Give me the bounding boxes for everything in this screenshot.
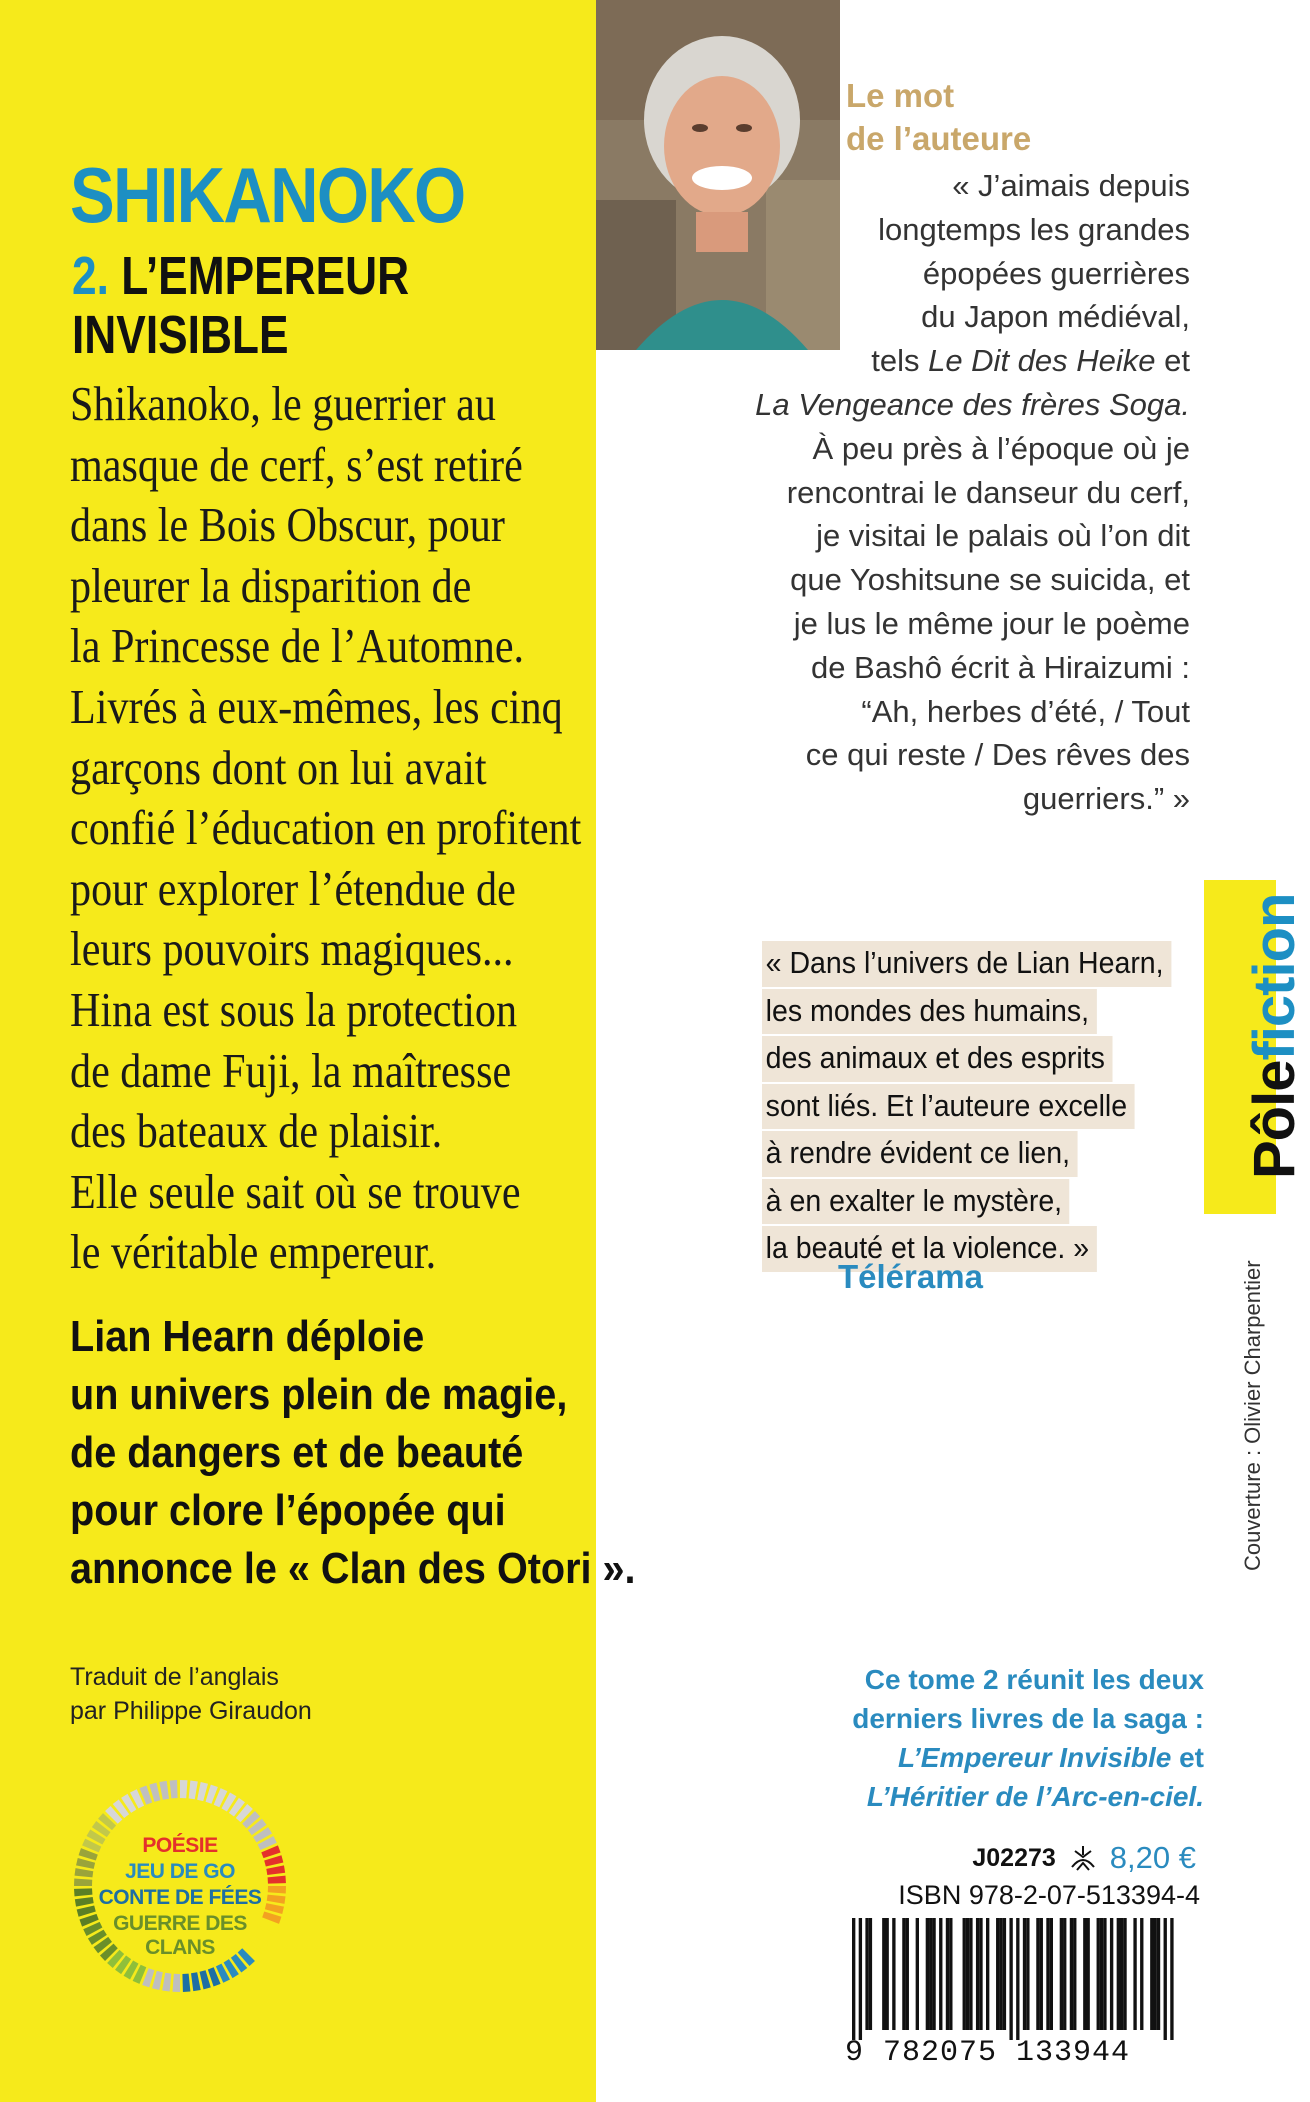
author-quote-line: de Bashô écrit à Hiraizumi :: [810, 649, 1190, 685]
volume-title-text: L’EMPEREUR: [121, 246, 410, 306]
barcode-bar: [1009, 1918, 1012, 2040]
barcode-bar: [1164, 1918, 1167, 2040]
tome-note-line: [852, 1738, 1204, 1777]
author-note-heading: [846, 74, 1031, 160]
barcode-bar: [932, 1918, 935, 2030]
reader-age-icon: [1068, 1843, 1098, 1873]
barcode-bar: [1120, 1918, 1123, 2030]
book-title-soga: La Vengeance des frères Soga.: [755, 386, 1190, 422]
genre-conte-de-fees: CONTE DE FÉES: [98, 1886, 262, 1909]
barcode-bar: [1003, 1918, 1006, 2030]
barcode-bar: [986, 1918, 989, 2030]
pitch-line: de dangers et de beauté: [70, 1428, 524, 1477]
review-line-wrap: [762, 940, 1171, 988]
price-row: [972, 1838, 1196, 1878]
barcode-bar: [882, 1918, 885, 2030]
author-quote-line: [755, 339, 1190, 383]
barcode-bar: [996, 1918, 999, 2030]
synopsis-line: le véritable empereur.: [70, 1224, 437, 1280]
review-line-wrap: [762, 1130, 1171, 1178]
barcode-bar: [966, 1918, 969, 2030]
book-title-heike: Le Dit des Heike: [928, 343, 1156, 379]
synopsis-line: Livrés à eux-mêmes, les cinq: [70, 678, 563, 734]
press-review: [762, 940, 1171, 1273]
synopsis-line: dans le Bois Obscur, pour: [70, 497, 505, 553]
author-quote-line: guerriers.” »: [1022, 781, 1190, 817]
synopsis-line: garçons dont on lui avait: [70, 739, 487, 795]
volume-title-line1: [72, 248, 409, 304]
synopsis: [70, 374, 603, 1283]
author-quote-tels: tels: [871, 343, 929, 379]
barcode-bar: [1140, 1918, 1143, 2030]
author-quote: [755, 164, 1190, 821]
translation-credit: [70, 1660, 312, 1728]
author-quote-line: À peu près à l’époque où je: [812, 430, 1190, 466]
pitch-line: pour clore l’épopée qui: [70, 1486, 506, 1535]
pitch-line: Lian Hearn déploie: [70, 1312, 425, 1361]
review-line: des animaux et des esprits: [762, 1036, 1112, 1082]
barcode-bar: [1087, 1918, 1090, 2030]
author-note-heading-line: de l’auteure: [846, 120, 1032, 157]
barcode-bar: [1073, 1918, 1076, 2030]
barcode-bar: [1026, 1918, 1029, 2030]
review-line: sont liés. Et l’auteure excelle: [762, 1084, 1134, 1130]
review-line-wrap: [762, 1083, 1171, 1131]
barcode-bar: [1050, 1918, 1053, 2030]
barcode-bar: [1063, 1918, 1066, 2030]
author-quote-et: et: [1155, 343, 1190, 379]
barcode-bar: [1083, 1918, 1086, 2030]
tome-note: [852, 1660, 1204, 1816]
review-line-wrap: [762, 1035, 1171, 1083]
isbn: ISBN 978-2-07-513394-4: [898, 1880, 1200, 1910]
barcode: [848, 1918, 1192, 2040]
tome-note-et: et: [1171, 1742, 1204, 1773]
genre-poesie: POÉSIE: [142, 1834, 218, 1857]
barcode-bar: [1170, 1918, 1173, 2040]
synopsis-line: leurs pouvoirs magiques...: [70, 921, 514, 977]
book-title-heritier: L’Héritier de l’Arc-en-ciel.: [866, 1781, 1204, 1812]
genre-jeu-de-go: JEU DE GO: [125, 1860, 235, 1883]
barcode-bar: [1117, 1918, 1120, 2030]
author-quote-line: longtemps les grandes: [878, 211, 1190, 247]
review-source: Télérama: [838, 1258, 983, 1295]
synopsis-line: des bateaux de plaisir.: [70, 1103, 443, 1159]
translation-line: Traduit de l’anglais: [70, 1663, 279, 1691]
tome-note-line: [852, 1777, 1204, 1816]
barcode-bar: [1046, 1918, 1049, 2030]
brand-fiction: fiction: [1242, 893, 1307, 1061]
translation-line: par Philippe Giraudon: [70, 1697, 312, 1725]
barcode-bar: [1097, 1918, 1100, 2030]
barcode-bar: [865, 1918, 868, 2030]
barcode-bar: [946, 1918, 949, 2030]
barcode-bar: [929, 1918, 932, 2030]
barcode-bar: [1110, 1918, 1113, 2030]
barcode-bar: [1100, 1918, 1103, 2030]
author-quote-line: du Japon médiéval,: [921, 299, 1190, 335]
barcode-bar: [1103, 1918, 1106, 2030]
review-line: les mondes des humains,: [762, 989, 1096, 1035]
cover-credit: Couverture : Olivier Charpentier: [1240, 1260, 1265, 1571]
barcode-bar: [892, 1918, 895, 2030]
synopsis-line: pour explorer l’étendue de: [70, 860, 516, 916]
author-quote-line: « J’aimais depuis: [952, 168, 1190, 203]
pitch-line: un univers plein de magie,: [70, 1370, 568, 1419]
barcode-bar: [939, 1918, 942, 2030]
review-line-wrap: [762, 988, 1171, 1036]
brand-pole: Pôle: [1242, 1060, 1307, 1179]
barcode-bar: [1157, 1918, 1160, 2030]
review-line: à en exalter le mystère,: [762, 1179, 1069, 1225]
tome-note-line: derniers livres de la saga :: [852, 1703, 1204, 1734]
genre-guerre-des: GUERRE DES: [113, 1912, 247, 1935]
book-title-empereur: L’Empereur Invisible: [897, 1742, 1172, 1773]
barcode-bar: [1154, 1918, 1157, 2030]
review-line: « Dans l’univers de Lian Hearn,: [762, 941, 1171, 987]
synopsis-line: masque de cerf, s’est retiré: [70, 436, 523, 492]
review-line-wrap: [762, 1178, 1171, 1226]
barcode-bar: [902, 1918, 905, 2030]
barcode-bar: [1060, 1918, 1063, 2030]
barcode-bar: [949, 1918, 952, 2030]
synopsis-line: Shikanoko, le guerrier au: [70, 376, 496, 431]
synopsis-line: de dame Fuji, la maîtresse: [70, 1042, 512, 1098]
barcode-bar: [999, 1918, 1002, 2030]
barcode-bar: [1123, 1918, 1126, 2030]
author-quote-line: [755, 383, 1190, 427]
author-quote-line: rencontrai le danseur du cerf,: [786, 474, 1190, 510]
product-code: J02273: [972, 1843, 1056, 1872]
barcode-bar: [1133, 1918, 1136, 2030]
author-note-heading-line: Le mot: [846, 77, 955, 114]
author-quote-line: que Yoshitsune se suicida, et: [790, 562, 1190, 598]
genre-clans: CLANS: [145, 1936, 215, 1959]
barcode-bar: [852, 1918, 855, 2040]
barcode-bar: [969, 1918, 972, 2030]
synopsis-line: la Princesse de l’Automne.: [70, 618, 525, 674]
review-line: la beauté et la violence. »: [762, 1226, 1097, 1272]
barcode-bar: [1070, 1918, 1073, 2030]
synopsis-line: Elle seule sait où se trouve: [70, 1163, 521, 1219]
author-quote-line: je visitai le palais où l’on dit: [816, 518, 1190, 554]
barcode-bar: [926, 1918, 929, 2030]
publisher-logo: [1240, 894, 1310, 1179]
barcode-bar: [979, 1918, 982, 2030]
series-title: SHIKANOKO: [70, 151, 465, 239]
tome-note-line: Ce tome 2 réunit les deux: [864, 1664, 1204, 1695]
barcode-bar: [906, 1918, 909, 2030]
pitch: [70, 1308, 636, 1598]
author-quote-line: je lus le même jour le poème: [793, 605, 1190, 641]
author-quote-line: ce qui reste / Des rêves des: [805, 737, 1190, 773]
barcode-bar: [1150, 1918, 1153, 2030]
author-quote-line: “Ah, herbes d’été, / Tout: [861, 693, 1190, 729]
volume-title-line2: INVISIBLE: [72, 305, 289, 365]
synopsis-line: Hina est sous la protection: [70, 981, 518, 1037]
barcode-bar: [1036, 1918, 1039, 2030]
barcode-bar: [1040, 1918, 1043, 2030]
synopsis-line: pleurer la disparition de: [70, 557, 472, 613]
pitch-line: annonce le « Clan des Otori ».: [70, 1544, 636, 1593]
barcode-bar: [859, 1918, 862, 2040]
barcode-bar: [886, 1918, 889, 2030]
barcode-bar: [963, 1918, 966, 2030]
synopsis-line: confié l’éducation en profitent: [70, 800, 582, 856]
barcode-digits: 9 782075 133944: [845, 2036, 1131, 2070]
barcode-bar: [916, 1918, 919, 2030]
barcode-bar: [1016, 1918, 1019, 2040]
author-quote-line: épopées guerrières: [922, 255, 1190, 291]
review-line: à rendre évident ce lien,: [762, 1131, 1077, 1177]
barcode-bar: [869, 1918, 872, 2030]
genre-labels: [70, 1776, 290, 1996]
barcode-bar: [1023, 1918, 1026, 2030]
volume-number: 2.: [72, 246, 109, 306]
price: 8,20 €: [1109, 1840, 1196, 1875]
barcode-bar: [976, 1918, 979, 2030]
